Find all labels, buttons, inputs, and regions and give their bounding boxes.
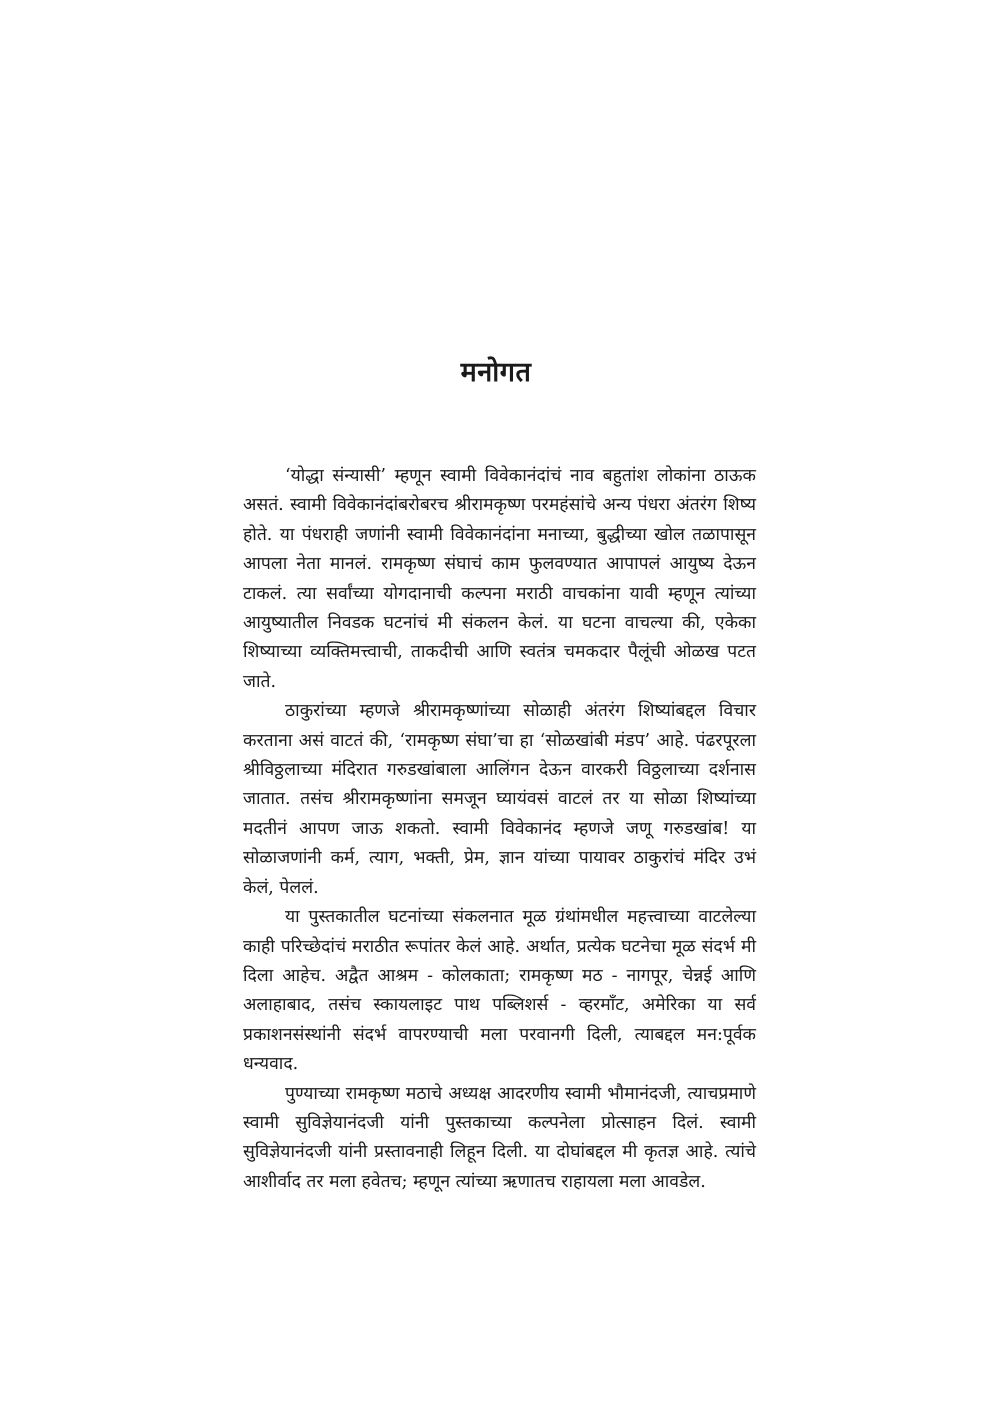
preface-body <box>243 462 756 1197</box>
paragraph-1: ‘योद्धा संन्यासी’ म्हणून स्वामी विवेकानंदांचं नाव बहुतांश लोकांना ठाऊक असतं. स्वामी विवेकानंदांबरोबरच श्रीरामकृष्ण परमहंसांचे अन्य पंधरा अंतरंग शिष्य होते. या पंधराही जणांनी स्वामी विवेकानंदांना मनाच्या, बुद्धीच्या खोल तळापासून आपला नेता मानलं. रामकृष्ण संघाचं काम फुलवण्यात आपापलं आयुष्य देऊन टाकलं. त्या सर्वांच्या योगदानाची कल्पना मराठी वाचकांना यावी म्हणून त्यांच्या आयुष्यातील निवडक घटनांचं मी संकलन केलं. या घटना वाचल्या की, एकेका शिष्याच्या व्यक्तिमत्त्वाची, ताकदीची आणि स्वतंत्र चमकदार पैलूंची ओळख पटत जाते. <box>243 466 756 692</box>
paragraph-2: ठाकुरांच्या म्हणजे श्रीरामकृष्णांच्या सोळाही अंतरंग शिष्यांबद्दल विचार करताना असं वाटतं की, ‘रामकृष्ण संघा’चा हा ‘सोळखांबी मंडप’ आहे. पंढरपूरला श्रीविठ्ठलाच्या मंदिरात गरुडखांबाला आलिंगन देऊन वारकरी विठ्ठलाच्या दर्शनास जातात. तसंच श्रीरामकृष्णांना समजून घ्यायंवसं वाटलं तर या सोळा शिष्यांच्या मदतीनं आपण जाऊ शकतो. स्वामी विवेकानंद म्हणजे जणू गरुडखांब! या सोळाजणांनी कर्म, त्याग, भक्ती, प्रेम, ज्ञान यांच्या पायावर ठाकुरांचं मंदिर उभं केलं, पेललं. <box>243 701 756 898</box>
paragraph-3: या पुस्तकातील घटनांच्या संकलनात मूळ ग्रंथांमधील महत्त्वाच्या वाटलेल्या काही परिच्छेदांचं मराठीत रूपांतर केलं आहे. अर्थात, प्रत्येक घटनेचा मूळ संदर्भ मी दिला आहेच. अद्वैत आश्रम - कोलकाता; रामकृष्ण मठ - नागपूर, चेन्नई आणि अलाहाबाद, तसंच स्कायलाइट पाथ पब्लिशर्स - व्हरमाँट, अमेरिका या सर्व प्रकाशनसंस्थांनी संदर्भ वापरण्याची मला परवानगी दिली, त्याबद्दल मन:पूर्वक धन्यवाद. <box>243 907 756 1075</box>
page-title: मनोगत <box>460 357 532 388</box>
paragraph-4: पुण्याच्या रामकृष्ण मठाचे अध्यक्ष आदरणीय स्वामी भौमानंदजी, त्याचप्रमाणे स्वामी सुविज्ञेयानंदजी यांनी पुस्तकाच्या कल्पनेला प्रोत्साहन दिलं. स्वामी सुविज्ञेयानंदजी यांनी प्रस्तावनाही लिहून दिली. या दोघांबद्दल मी कृतज्ञ आहे. त्यांचे आशीर्वाद तर मला हवेतच; म्हणून त्यांच्या ऋणातच राहायला मला आवडेल. <box>243 1083 756 1192</box>
